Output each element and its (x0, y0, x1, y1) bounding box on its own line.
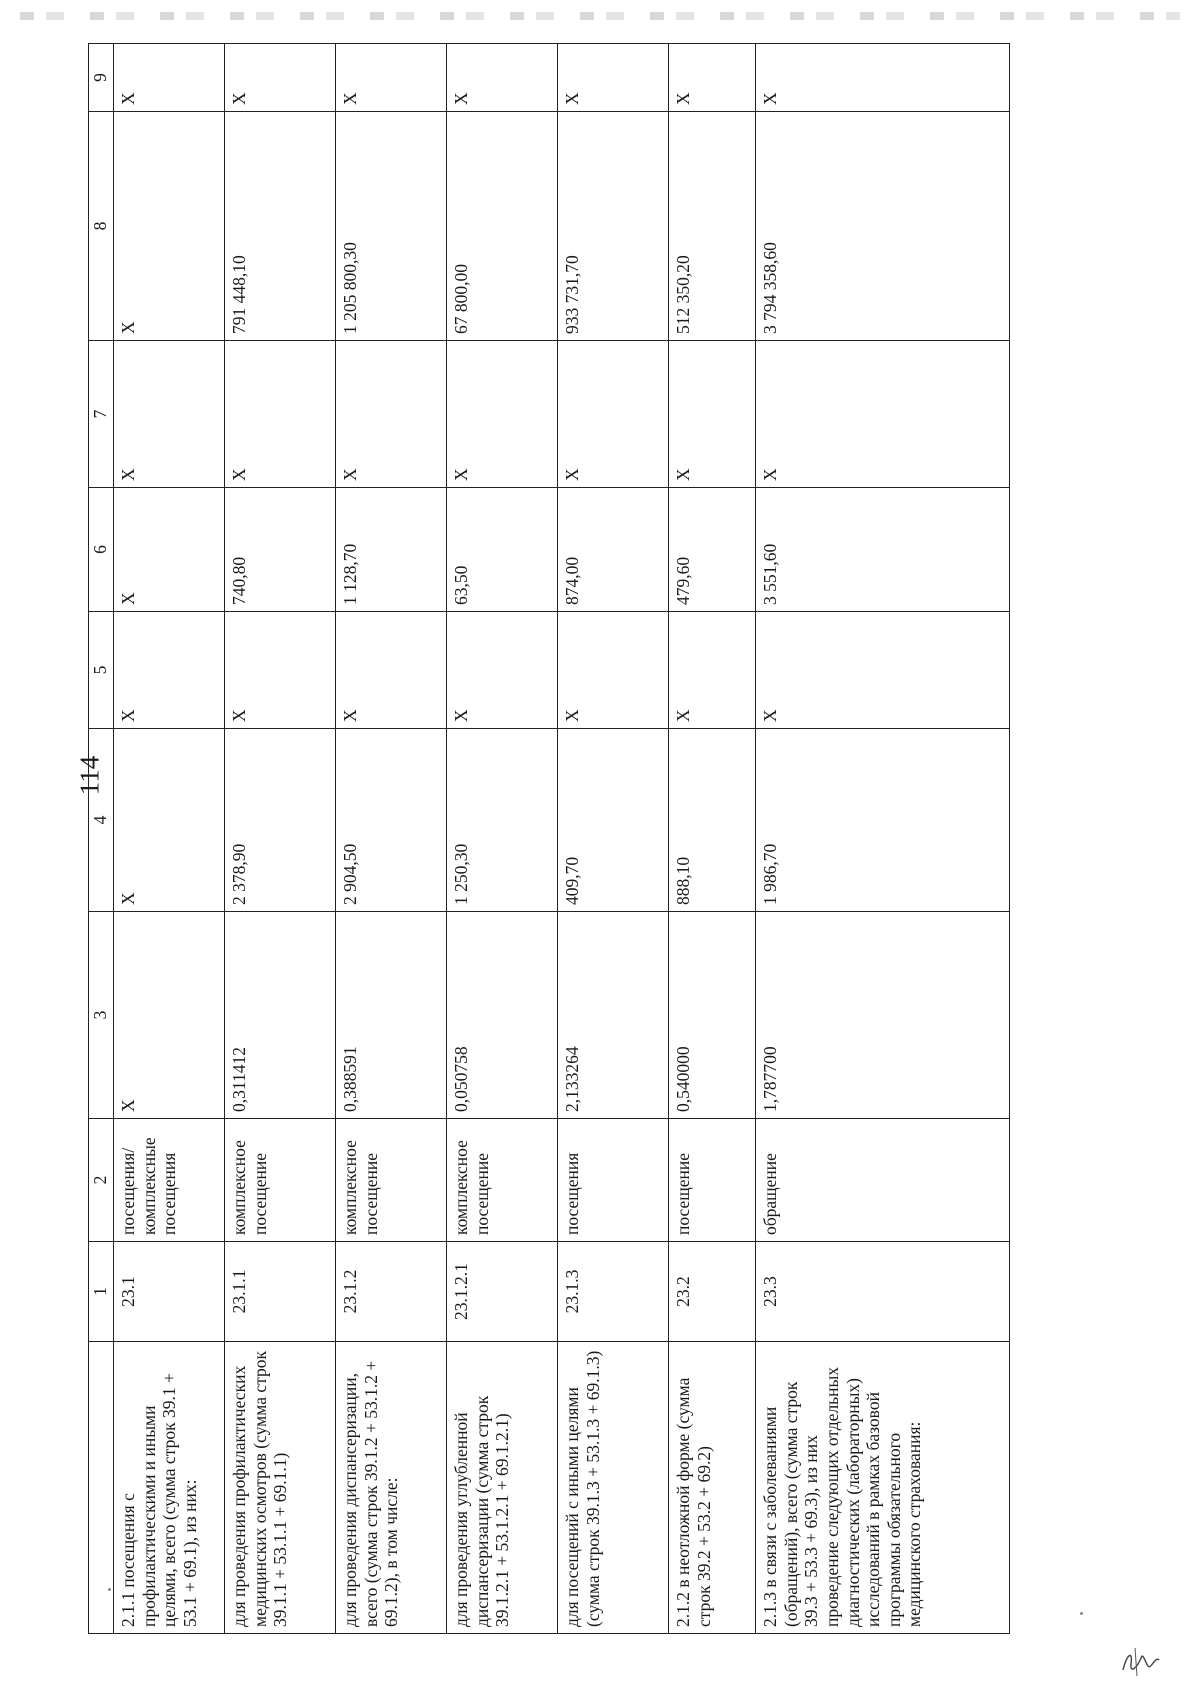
row-name-cell: для посещений с иными целями (сумма строк 39.1.3 + 53.1.3 + 69.1.3) (558, 1342, 669, 1634)
row-cell-8: X (114, 112, 225, 341)
row-cell-5: X (225, 612, 336, 729)
row-cell-9: X (669, 44, 756, 112)
table-row (336, 44, 447, 1634)
table-row (756, 44, 1010, 1634)
financing-table (88, 43, 1010, 1634)
header-cell-7: 7 (89, 341, 114, 488)
row-cell-8: 512 350,20 (669, 112, 756, 341)
row-cell-4: 2 378,90 (225, 729, 336, 912)
row-name-cell: 2.1.1 посещения с профилактическими и иными целями, всего (сумма строк 39.1 + 53.1 + 69.1), из них: (114, 1342, 225, 1634)
row-cell-5: X (558, 612, 669, 729)
row-cell-6: X (114, 488, 225, 612)
row-cell-7: X (447, 341, 558, 488)
row-cell-5: X (756, 612, 1010, 729)
row-code-cell: 23.2 (669, 1242, 756, 1342)
row-cell-4: 1 986,70 (756, 729, 1010, 912)
header-cell-4: 4 (89, 729, 114, 912)
row-cell-3: 0,388591 (336, 912, 447, 1119)
header-cell-1: 1 (89, 1242, 114, 1342)
scan-noise-strip (20, 12, 1180, 20)
table-body (89, 44, 1010, 1634)
row-code-cell: 23.1 (114, 1242, 225, 1342)
row-cell-6: 1 128,70 (336, 488, 447, 612)
row-cell-3: 2,133264 (558, 912, 669, 1119)
row-cell-6: 3 551,60 (756, 488, 1010, 612)
row-code-cell: 23.1.1 (225, 1242, 336, 1342)
row-unit-cell: посещение (669, 1119, 756, 1242)
header-cell-2: 2 (89, 1119, 114, 1242)
row-cell-6: 874,00 (558, 488, 669, 612)
page-number: 114 (74, 755, 105, 796)
row-unit-cell: обращение (756, 1119, 1010, 1242)
row-cell-6: 740,80 (225, 488, 336, 612)
row-cell-9: X (225, 44, 336, 112)
row-name-cell: для проведения углубленной диспансеризации (сумма строк 39.1.2.1 + 53.1.2.1 + 69.1.2.1) (447, 1342, 558, 1634)
table-row (669, 44, 756, 1634)
row-cell-9: X (558, 44, 669, 112)
row-cell-5: X (114, 612, 225, 729)
row-cell-9: X (756, 44, 1010, 112)
row-name-cell: для проведения диспансеризации, всего (сумма строк 39.1.2 + 53.1.2 + 69.1.2), в том числе: (336, 1342, 447, 1634)
row-cell-9: X (447, 44, 558, 112)
row-name-cell: 2.1.2 в неотложной форме (сумма строк 39.2 + 53.2 + 69.2) (669, 1342, 756, 1634)
table-row (447, 44, 558, 1634)
table-row (558, 44, 669, 1634)
header-cell-8: 8 (89, 112, 114, 341)
row-name-cell: для проведения профилактических медицинских осмотров (сумма строк 39.1.1 + 53.1.1 + 69.1.1) (225, 1342, 336, 1634)
row-cell-5: X (447, 612, 558, 729)
handwritten-signature (1115, 1640, 1175, 1680)
row-code-cell: 23.1.3 (558, 1242, 669, 1342)
row-code-cell: 23.1.2.1 (447, 1242, 558, 1342)
row-cell-8: 791 448,10 (225, 112, 336, 341)
row-cell-9: X (336, 44, 447, 112)
row-cell-7: X (336, 341, 447, 488)
header-cell-9: 9 (89, 44, 114, 112)
row-cell-4: 888,10 (669, 729, 756, 912)
row-cell-3: 0,050758 (447, 912, 558, 1119)
header-row (89, 44, 114, 1634)
row-cell-3: X (114, 912, 225, 1119)
row-unit-cell: комплексное посещение (225, 1119, 336, 1242)
row-cell-7: X (756, 341, 1010, 488)
row-cell-8: 67 800,00 (447, 112, 558, 341)
rotated-table-wrapper (88, 44, 986, 1634)
row-cell-5: X (669, 612, 756, 729)
header-cell-6: 6 (89, 488, 114, 612)
row-cell-8: 1 205 800,30 (336, 112, 447, 341)
row-cell-7: X (225, 341, 336, 488)
row-cell-3: 0,540000 (669, 912, 756, 1119)
row-code-cell: 23.1.2 (336, 1242, 447, 1342)
row-cell-6: 479,60 (669, 488, 756, 612)
row-cell-7: X (114, 341, 225, 488)
row-cell-4: 2 904,50 (336, 729, 447, 912)
row-name-cell: 2.1.3 в связи с заболеваниями (обращений), всего (сумма строк 39.3 + 53.3 + 69.3), из них проведение следующих отдельных диагностических (лабораторных) исследований в рамках базовой программы обязательного медицинского страхования: (756, 1342, 1010, 1634)
row-cell-3: 1,787700 (756, 912, 1010, 1119)
row-cell-7: X (669, 341, 756, 488)
row-cell-4: 409,70 (558, 729, 669, 912)
row-unit-cell: посещения (558, 1119, 669, 1242)
table-row (225, 44, 336, 1634)
header-cell-3: 3 (89, 912, 114, 1119)
row-cell-3: 0,311412 (225, 912, 336, 1119)
row-cell-8: 933 731,70 (558, 112, 669, 341)
row-unit-cell: комплексное посещение (336, 1119, 447, 1242)
row-cell-9: X (114, 44, 225, 112)
row-unit-cell: комплексное посещение (447, 1119, 558, 1242)
row-cell-8: 3 794 358,60 (756, 112, 1010, 341)
row-unit-cell: посещения/ комплексные посещения (114, 1119, 225, 1242)
scan-speck (1080, 1612, 1083, 1615)
row-cell-7: X (558, 341, 669, 488)
row-cell-5: X (336, 612, 447, 729)
row-cell-4: X (114, 729, 225, 912)
row-cell-6: 63,50 (447, 488, 558, 612)
header-cell-5: 5 (89, 612, 114, 729)
table-row (114, 44, 225, 1634)
scan-speck (108, 1588, 111, 1591)
row-cell-4: 1 250,30 (447, 729, 558, 912)
row-code-cell: 23.3 (756, 1242, 1010, 1342)
